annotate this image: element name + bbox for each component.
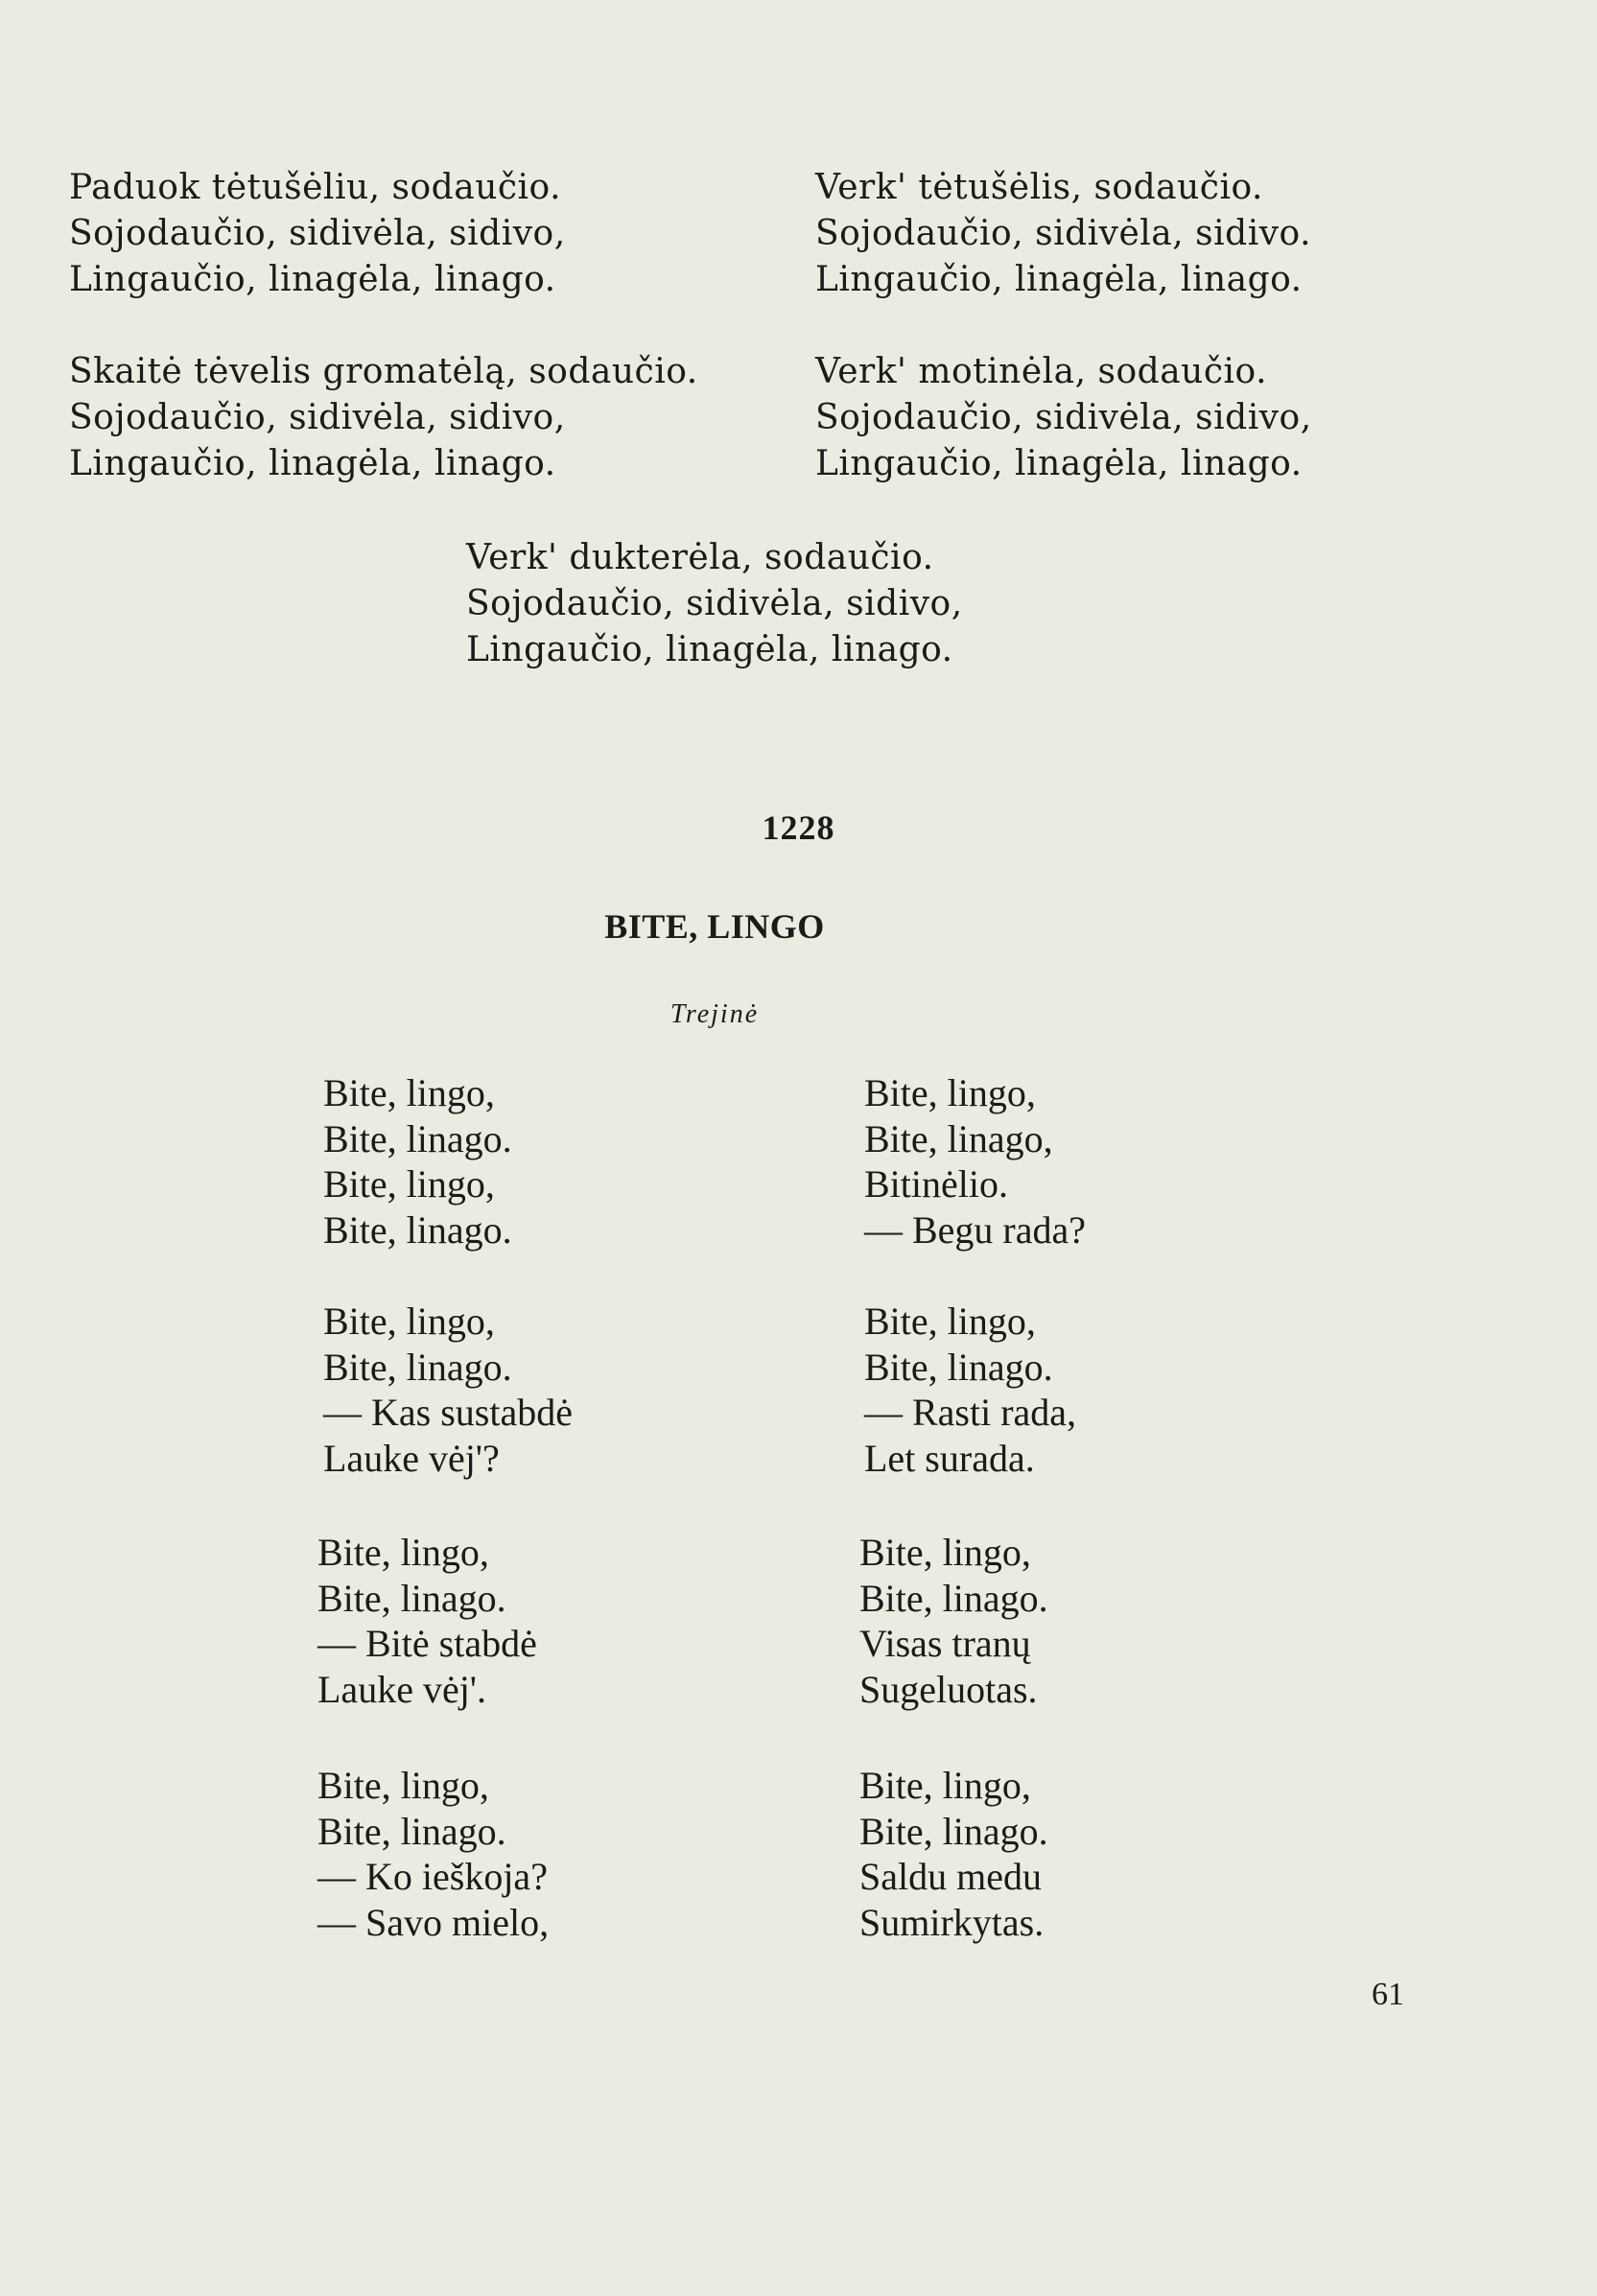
verse-line: Sojodaučio, sidivėla, sidivo, [69, 214, 566, 253]
verse-line: — Savo mielo, [317, 1900, 550, 1944]
song-left-stanza-1 [323, 1070, 512, 1253]
page-number: 61 [1372, 1977, 1404, 2012]
song-right-stanza-1 [864, 1070, 1086, 1253]
verse-line: Bite, linago. [859, 1576, 1048, 1620]
song-right-stanza-4 [859, 1763, 1048, 1945]
verse-line: Lauke vėj'? [323, 1436, 500, 1480]
verse-line: Sumirkytas. [859, 1900, 1045, 1944]
verse-line: Bite, lingo, [323, 1300, 495, 1343]
verse-line: Skaitė tėvelis gromatėlą, sodaučio. [69, 352, 698, 391]
verse-line: Bite, lingo, [317, 1764, 489, 1807]
verse-line: Lingaučio, linagėla, linago. [466, 630, 953, 669]
song-number: 1228 [762, 808, 835, 847]
verse-line: Lingaučio, linagėla, linago. [69, 444, 556, 483]
verse-line: Bite, linago, [864, 1116, 1053, 1160]
verse-line: Verk' motinėla, sodaučio. [815, 352, 1268, 391]
verse-line: Bite, linago. [323, 1345, 512, 1389]
verse-line: Let surada. [864, 1436, 1035, 1480]
song-left-stanza-3 [317, 1530, 537, 1712]
verse-line: Verk' tėtušėlis, sodaučio. [815, 168, 1263, 207]
verse-line: Bite, linago. [323, 1207, 512, 1252]
verse-line: Sojodaučio, sidivėla, sidivo, [466, 584, 963, 623]
verse-line: — Begu rada? [864, 1207, 1087, 1252]
verse-line: Lingaučio, linagėla, linago. [815, 444, 1303, 483]
verse-line: Bite, linago. [317, 1576, 506, 1620]
verse-line: Bite, lingo, [864, 1071, 1036, 1114]
top-left-stanza-1 [69, 165, 566, 303]
song-right-stanza-3 [859, 1530, 1048, 1712]
top-left-stanza-2 [69, 349, 698, 487]
song-left-stanza-2 [323, 1299, 573, 1481]
top-right-stanza-2 [815, 349, 1312, 487]
verse-line: Lingaučio, linagėla, linago. [815, 260, 1303, 299]
verse-line: — Ko ieškoja? [317, 1855, 548, 1898]
song-subtitle: Trejinė [669, 999, 760, 1029]
top-center-stanza [466, 535, 963, 673]
verse-line: Saldu medu [859, 1855, 1042, 1898]
verse-line: — Kas sustabdė [323, 1391, 573, 1434]
verse-line: Sojodaučio, sidivėla, sidivo. [815, 214, 1312, 253]
song-left-stanza-4 [317, 1763, 549, 1945]
verse-line: — Bitė stabdė [317, 1622, 537, 1665]
verse-line: Lingaučio, linagėla, linago. [69, 260, 556, 299]
verse-line: Bite, lingo, [317, 1531, 489, 1574]
verse-line: Bite, linago. [859, 1809, 1048, 1853]
verse-line: Paduok tėtušėliu, sodaučio. [69, 168, 562, 207]
verse-line: Sugeluotas. [859, 1667, 1038, 1711]
verse-line: Bitinėlio. [864, 1162, 1008, 1206]
verse-line: Bite, linago. [317, 1809, 506, 1853]
verse-line: Bite, linago. [323, 1116, 512, 1160]
verse-line: Bite, linago. [864, 1345, 1053, 1389]
verse-line: Bite, lingo, [323, 1071, 495, 1114]
verse-line: — Rasti rada, [864, 1391, 1077, 1434]
verse-line: Bite, lingo, [859, 1764, 1031, 1807]
verse-line: Bite, lingo, [864, 1300, 1036, 1343]
verse-line: Lauke vėj'. [317, 1667, 487, 1711]
verse-line: Visas tranų [859, 1622, 1031, 1665]
verse-line: Bite, lingo, [859, 1531, 1031, 1574]
verse-line: Bite, lingo, [323, 1162, 495, 1206]
top-right-stanza-1 [815, 165, 1311, 303]
verse-line: Sojodaučio, sidivėla, sidivo, [815, 398, 1312, 437]
verse-line: Verk' dukterėla, sodaučio. [466, 538, 934, 577]
song-right-stanza-2 [864, 1299, 1076, 1481]
song-title: BITE, LINGO [604, 907, 825, 946]
verse-line: Sojodaučio, sidivėla, sidivo, [69, 398, 566, 437]
